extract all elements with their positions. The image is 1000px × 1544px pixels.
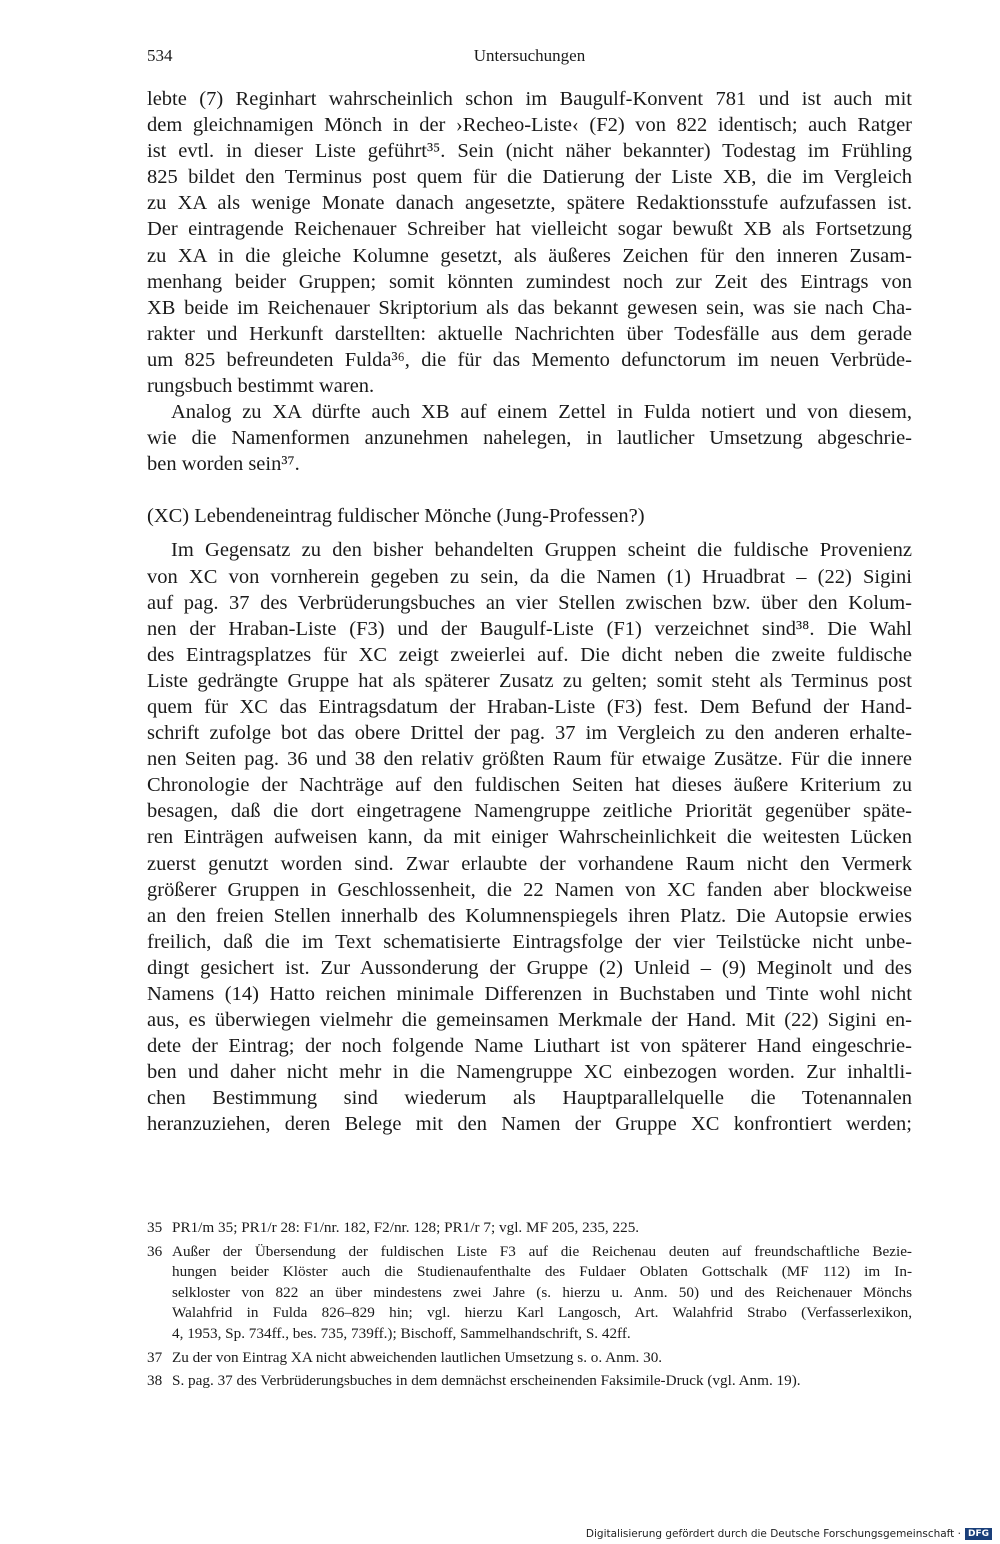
text-line: nen Seiten pag. 36 und 38 den relativ größten Raum für etwaige Zusätze. Für die innere (147, 748, 912, 771)
text-line: rakter und Herkunft darstellten: aktuelle Nachrichten über Todesfälle aus dem gerade (147, 322, 912, 345)
text-line: Im Gegensatz zu den bisher behandelten Gruppen scheint die fuldische Provenienz (171, 539, 912, 562)
running-head (147, 46, 912, 72)
text-line: besagen, daß die dort eingetragene Namengruppe zeitliche Priorität gegenüber späte- (147, 800, 912, 823)
footnote-text: hungen beider Klöster auch die Studienaufenthalte des Fuldaer Oblaten Gottschalk (MF 112) im In- (172, 1263, 912, 1281)
text-line: heranzuziehen, deren Belege mit den Namen der Gruppe XC konfrontiert werden; (147, 1113, 912, 1136)
text-line: des Eintragsplatzes für XC zeigt zweierlei auf. Die dicht neben die zweite fuldische (147, 643, 912, 666)
paragraph-2 (147, 399, 912, 477)
footnote-text: Außer der Übersendung der fuldischen Liste F3 auf die Reichenau deuten auf freundschaftliche Bezie- (172, 1242, 912, 1260)
text-line: 825 bildet den Terminus post quem für die Datierung der Liste XB, die im Vergleich (147, 166, 912, 189)
text-line: auf pag. 37 des Verbrüderungsbuches an vier Stellen zwischen bzw. über den Kolum- (147, 591, 912, 614)
text-line: freilich, daß die im Text schematisierte Eintragsfolge der vier Teilstücke nicht unbe- (147, 930, 912, 953)
text-line: ben worden sein³⁷. (147, 453, 300, 476)
text-line: schrift zufolge bot das obere Drittel der pag. 37 im Vergleich zu den anderen erhalte- (147, 722, 912, 745)
text-line: zu XA in die gleiche Kolumne gesetzt, als äußeres Zeichen für den inneren Zusam- (147, 244, 912, 267)
text-line: zu XA als wenige Monate danach angesetzte, spätere Redaktionsstufe aufzufassen ist. (147, 192, 912, 215)
dfg-logo: DFG (965, 1528, 992, 1540)
footnote-38 (147, 1371, 912, 1392)
footnote-number: 38 (147, 1372, 163, 1390)
text-line: menhang beider Gruppen; somit könnten zumindest noch zur Zeit des Eintrags von (147, 270, 912, 293)
text-line: chen Bestimmung sind wiederum als Hauptparallelquelle die Totenannalen (147, 1087, 912, 1110)
page-number: 534 (147, 46, 173, 65)
text-line: Namens (14) Hatto reichen minimale Differenzen in Buchstaben und Tinte wohl nicht (147, 983, 912, 1005)
text-line: ren Einträgen aufweisen kann, da mit einiger Wahrscheinlichkeit die weitesten Lücken (147, 826, 912, 849)
text-line: Chronologie der Nachträge auf den fuldischen Seiten hat dieses äußere Kriterium zu (147, 774, 912, 797)
text-line: rungsbuch bestimmt waren. (147, 375, 375, 398)
footnote-text: PR1/m 35; PR1/r 28: F1/nr. 182, F2/nr. 128; PR1/r 7; vgl. MF 205, 235, 225. (172, 1219, 640, 1236)
text-line: zuerst genutzt worden sind. Zwar erlaubte der vorhandene Raum nicht den Vermerk (147, 852, 912, 875)
digitization-footer (586, 1528, 992, 1540)
footnote-text: selkloster von 822 an über mindestens zwei Jahre (s. hierzu u. Anm. 50) und des Reichenauer Mönchs (172, 1283, 912, 1301)
text-line: dem gleichnamigen Mönch in der ›Recheo-Liste‹ (F2) von 822 identisch; auch Ratger (147, 114, 912, 137)
text-line: dete der Eintrag; der noch folgende Name Liuthart ist von späterer Hand eingeschrie- (147, 1035, 912, 1058)
section-heading: (XC) Lebendeneintrag fuldischer Mönche (Jung-Professen?) (147, 505, 645, 528)
footnote-number: 36 (147, 1242, 163, 1260)
paragraph-3 (147, 537, 912, 1137)
footnote-36 (147, 1242, 912, 1345)
text-line: an den freien Stellen innerhalb des Kolumnenspiegels ihren Platz. Die Autopsie erwies (147, 904, 912, 927)
footnote-text: Walahfrid in Fulda 826–829 hin; vgl. hierzu Karl Langosch, Art. Walahfrid Strabo (Verfasserlexikon, (172, 1304, 912, 1322)
text-line: ben und daher nicht mehr in die Namengruppe XC einbezogen worden. Zur inhaltli- (147, 1061, 912, 1084)
text-line: aus, es überwiegen vielmehr die gemeinsamen Merkmale der Hand. Mit (22) Sigini en- (147, 1009, 912, 1032)
text-line: XB beide im Reichenauer Skriptorium als das bekannt gewesen sein, was sie nach Cha- (147, 296, 912, 319)
text-line: wie die Namenformen anzunehmen nahelegen, in lautlicher Umsetzung abgeschrie- (147, 427, 912, 450)
text-line: Analog zu XA dürfte auch XB auf einem Zettel in Fulda notiert und von diesem, (171, 401, 912, 424)
footnote-text: S. pag. 37 des Verbrüderungsbuches in dem demnächst erscheinenden Faksimile-Druck (vgl. Anm. 19). (172, 1372, 801, 1390)
text-line: ist evtl. in dieser Liste geführt³⁵. Sein (nicht näher bekannter) Todestag im Frühling (147, 140, 912, 163)
footnote-text: Zu der von Eintrag XA nicht abweichenden lautlichen Umsetzung s. o. Anm. 30. (172, 1348, 663, 1366)
footnote-number: 35 (147, 1219, 163, 1236)
text-line: nen der Hraban-Liste (F3) und der Baugulf-Liste (F1) verzeichnet sind³⁸. Die Wahl (147, 617, 912, 640)
running-title: Untersuchungen (473, 46, 586, 65)
footnote-35 (147, 1218, 912, 1239)
text-line: Liste gedrängte Gruppe hat als späterer Zusatz zu gelten; somit steht als Terminus post (147, 669, 912, 692)
footnote-number: 37 (147, 1348, 163, 1366)
text-line: Der eintragende Reichenauer Schreiber hat vielleicht sogar bewußt XB als Fortsetzung (147, 218, 912, 241)
text-line: dingt gesichert ist. Zur Aussonderung der Gruppe (2) Unleid – (9) Meginolt und des (147, 956, 912, 979)
footnote-37 (147, 1348, 912, 1369)
text-line: lebte (7) Reginhart wahrscheinlich schon im Baugulf-Konvent 781 und ist auch mit (147, 88, 912, 110)
text-line: größerer Gruppen in Geschlossenheit, die 22 Namen von XC fanden aber blockweise (147, 878, 912, 901)
footnotes (147, 1218, 912, 1395)
text-line: um 825 befreundeten Fulda³⁶, die für das Memento defunctorum im neuen Verbrüde- (147, 348, 912, 371)
text-line: von XC von vornherein gegeben zu sein, da die Namen (1) Hruadbrat – (22) Sigini (147, 565, 912, 588)
paragraph-1 (147, 86, 912, 399)
text-line: quem für XC das Eintragsdatum der Hraban-Liste (F3) fest. Dem Befund der Hand- (147, 695, 912, 718)
body-text (147, 86, 912, 1138)
footnote-text: 4, 1953, Sp. 734ff., bes. 735, 739ff.); Bischoff, Sammelhandschrift, S. 42ff. (172, 1324, 631, 1342)
footer-text: Digitalisierung gefördert durch die Deutsche Forschungsgemeinschaft · (585, 1528, 961, 1540)
